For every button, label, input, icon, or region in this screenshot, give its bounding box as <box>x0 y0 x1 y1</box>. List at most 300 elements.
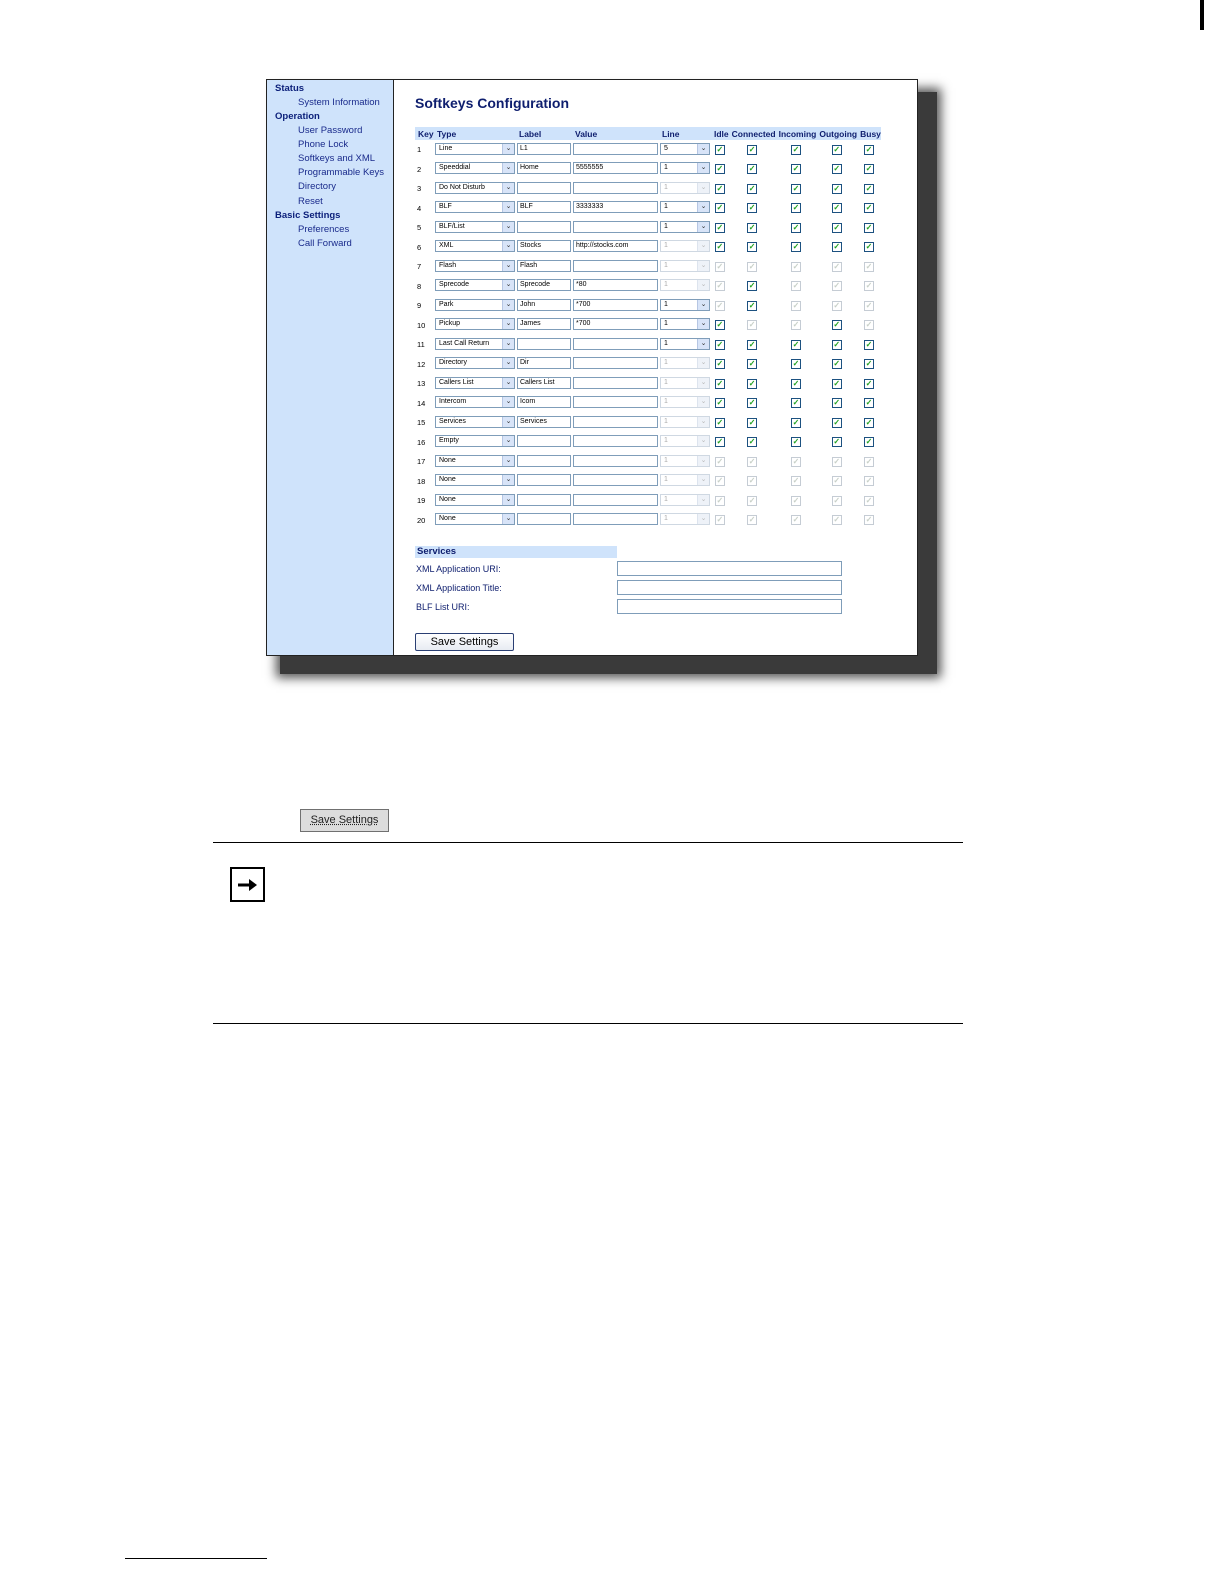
idle-checkbox[interactable]: ✓ <box>716 417 724 427</box>
value-input[interactable] <box>573 455 658 467</box>
label-input[interactable] <box>517 221 571 233</box>
value-cell <box>572 160 659 180</box>
idle-checkbox[interactable]: ✓ <box>716 203 724 213</box>
line-cell <box>659 218 711 238</box>
sidebar-section-2: Basic Settings <box>275 209 341 221</box>
label-input[interactable]: James <box>517 318 571 330</box>
value-input[interactable] <box>573 435 658 447</box>
idle-checkbox[interactable]: ✓ <box>716 359 724 369</box>
value-cell <box>572 491 659 511</box>
connected-checkbox[interactable]: ✓ <box>748 281 756 291</box>
line-cell <box>659 257 711 277</box>
type-select[interactable] <box>435 513 515 525</box>
busy-cell <box>857 296 881 316</box>
label-input[interactable] <box>517 474 571 486</box>
outgoing-checkbox[interactable]: ✓ <box>833 417 841 427</box>
sidebar-item[interactable]: Programmable Keys <box>298 167 385 179</box>
value-input[interactable]: 3333333 <box>573 201 658 213</box>
type-select[interactable] <box>435 416 515 428</box>
outgoing-cell <box>816 433 857 453</box>
value-cell <box>572 199 659 219</box>
type-value: Flash <box>439 261 457 269</box>
chevron-down-icon: ⌄ <box>697 417 709 427</box>
label-input[interactable]: Flash <box>517 260 571 272</box>
chevron-down-icon: ⌄ <box>697 475 709 485</box>
value-input[interactable] <box>573 260 658 272</box>
incoming-checkbox: ✓ <box>792 476 800 486</box>
line-select[interactable] <box>660 221 710 233</box>
incoming-checkbox[interactable]: ✓ <box>792 437 800 447</box>
table-row <box>415 511 881 531</box>
incoming-cell <box>776 218 817 238</box>
outgoing-checkbox[interactable]: ✓ <box>833 144 841 154</box>
save-settings-button[interactable]: Save Settings <box>415 633 514 651</box>
type-select[interactable] <box>435 143 515 155</box>
outgoing-cell <box>816 160 857 180</box>
busy-cell <box>857 199 881 219</box>
label-input[interactable]: BLF <box>517 201 571 213</box>
busy-checkbox[interactable]: ✓ <box>865 242 873 252</box>
line-select[interactable] <box>660 318 710 330</box>
incoming-checkbox[interactable]: ✓ <box>792 164 800 174</box>
value-input[interactable]: *80 <box>573 279 658 291</box>
busy-checkbox[interactable]: ✓ <box>865 417 873 427</box>
sidebar-item[interactable]: Phone Lock <box>298 139 349 151</box>
connected-checkbox[interactable]: ✓ <box>748 398 756 408</box>
sidebar-item[interactable]: Directory <box>298 181 337 193</box>
incoming-checkbox[interactable]: ✓ <box>792 183 800 193</box>
incoming-cell <box>776 277 817 297</box>
incoming-checkbox[interactable]: ✓ <box>792 339 800 349</box>
incoming-cell <box>776 160 817 180</box>
line-value: 1 <box>664 339 668 347</box>
type-cell <box>434 335 516 355</box>
chevron-down-icon: ⌄ <box>502 202 514 212</box>
line-cell <box>659 472 711 492</box>
type-select[interactable] <box>435 494 515 506</box>
sidebar-item[interactable]: Softkeys and XML <box>298 153 376 165</box>
idle-checkbox[interactable]: ✓ <box>716 242 724 252</box>
outgoing-cell <box>816 355 857 375</box>
chevron-down-icon: ⌄ <box>502 144 514 154</box>
chevron-down-icon: ⌄ <box>502 319 514 329</box>
chevron-down-icon: ⌄ <box>697 514 709 524</box>
type-select[interactable] <box>435 435 515 447</box>
sidebar-item[interactable]: Preferences <box>298 223 350 235</box>
type-value: None <box>439 476 456 484</box>
connected-checkbox[interactable]: ✓ <box>748 339 756 349</box>
outgoing-checkbox[interactable]: ✓ <box>833 242 841 252</box>
type-select[interactable] <box>435 357 515 369</box>
type-cell <box>434 199 516 219</box>
connected-checkbox: ✓ <box>748 515 756 525</box>
label-cell <box>516 316 572 336</box>
key-number: 8 <box>417 281 422 291</box>
line-select[interactable] <box>660 299 710 311</box>
incoming-cell <box>776 433 817 453</box>
column-header: Busy <box>857 127 881 140</box>
outgoing-checkbox[interactable]: ✓ <box>833 378 841 388</box>
incoming-checkbox[interactable]: ✓ <box>792 203 800 213</box>
type-select[interactable] <box>435 279 515 291</box>
label-input[interactable]: Callers List <box>517 377 571 389</box>
idle-checkbox[interactable]: ✓ <box>716 398 724 408</box>
sidebar-item[interactable]: Reset <box>298 195 323 207</box>
line-value: 1 <box>664 242 668 250</box>
connected-checkbox[interactable]: ✓ <box>748 203 756 213</box>
outgoing-cell <box>816 491 857 511</box>
label-input[interactable]: Dir <box>517 357 571 369</box>
busy-checkbox[interactable]: ✓ <box>865 437 873 447</box>
value-input[interactable] <box>573 143 658 155</box>
type-select[interactable] <box>435 162 515 174</box>
busy-checkbox[interactable]: ✓ <box>865 144 873 154</box>
connected-checkbox[interactable]: ✓ <box>748 242 756 252</box>
connected-checkbox[interactable]: ✓ <box>748 359 756 369</box>
chevron-down-icon: ⌄ <box>502 456 514 466</box>
outgoing-cell <box>816 472 857 492</box>
outgoing-checkbox[interactable]: ✓ <box>833 222 841 232</box>
value-input[interactable]: http://stocks.com <box>573 240 658 252</box>
type-cell <box>434 257 516 277</box>
busy-cell <box>857 374 881 394</box>
page-edge-bar <box>1200 0 1204 30</box>
type-cell <box>434 511 516 531</box>
idle-checkbox[interactable]: ✓ <box>716 339 724 349</box>
label-input[interactable]: Icom <box>517 396 571 408</box>
outgoing-cell <box>816 296 857 316</box>
value-input[interactable] <box>573 416 658 428</box>
type-select[interactable] <box>435 299 515 311</box>
value-input[interactable]: *700 <box>573 299 658 311</box>
connected-cell <box>729 374 776 394</box>
label-cell <box>516 491 572 511</box>
outgoing-checkbox: ✓ <box>833 495 841 505</box>
outgoing-cell <box>816 199 857 219</box>
connected-cell <box>729 199 776 219</box>
type-cell <box>434 355 516 375</box>
chevron-down-icon: ⌄ <box>697 261 709 271</box>
value-cell <box>572 277 659 297</box>
value-cell <box>572 257 659 277</box>
type-select[interactable] <box>435 260 515 272</box>
label-input[interactable] <box>517 182 571 194</box>
value-input[interactable] <box>573 182 658 194</box>
outgoing-checkbox[interactable]: ✓ <box>833 339 841 349</box>
type-select[interactable] <box>435 377 515 389</box>
sidebar-item[interactable]: User Password <box>298 125 363 137</box>
xml-application-title-input[interactable] <box>617 580 842 595</box>
outgoing-checkbox[interactable]: ✓ <box>833 183 841 193</box>
outgoing-cell <box>816 179 857 199</box>
connected-checkbox[interactable]: ✓ <box>748 144 756 154</box>
line-cell <box>659 413 711 433</box>
line-cell <box>659 277 711 297</box>
incoming-cell <box>776 511 817 531</box>
key-number: 4 <box>417 203 422 213</box>
incoming-cell <box>776 374 817 394</box>
table-row <box>415 394 881 414</box>
outgoing-checkbox: ✓ <box>833 300 841 310</box>
line-select[interactable] <box>660 201 710 213</box>
connected-checkbox[interactable]: ✓ <box>748 300 756 310</box>
xml-application-uri-input[interactable] <box>617 561 842 576</box>
label-input[interactable] <box>517 435 571 447</box>
label-cell <box>516 394 572 414</box>
type-cell <box>434 413 516 433</box>
line-cell <box>659 179 711 199</box>
line-value: 1 <box>664 437 668 445</box>
outgoing-checkbox[interactable]: ✓ <box>833 359 841 369</box>
line-select[interactable] <box>660 162 710 174</box>
value-input[interactable] <box>573 494 658 506</box>
label-input[interactable] <box>517 455 571 467</box>
busy-checkbox: ✓ <box>865 515 873 525</box>
outgoing-cell <box>816 335 857 355</box>
outgoing-checkbox: ✓ <box>833 476 841 486</box>
line-select <box>660 396 710 408</box>
value-input[interactable] <box>573 474 658 486</box>
idle-checkbox: ✓ <box>716 300 724 310</box>
line-select <box>660 494 710 506</box>
value-input[interactable] <box>573 357 658 369</box>
connected-checkbox[interactable]: ✓ <box>748 417 756 427</box>
incoming-checkbox[interactable]: ✓ <box>792 359 800 369</box>
chevron-down-icon: ⌄ <box>697 183 709 193</box>
column-header: Idle <box>711 127 729 140</box>
chevron-down-icon: ⌄ <box>697 300 709 310</box>
chevron-down-icon: ⌄ <box>502 261 514 271</box>
connected-cell <box>729 257 776 277</box>
type-select[interactable] <box>435 221 515 233</box>
busy-checkbox[interactable]: ✓ <box>865 203 873 213</box>
idle-cell <box>711 335 729 355</box>
key-number: 3 <box>417 184 422 194</box>
value-cell <box>572 472 659 492</box>
label-input[interactable] <box>517 494 571 506</box>
line-value: 1 <box>664 222 668 230</box>
busy-cell <box>857 394 881 414</box>
incoming-checkbox[interactable]: ✓ <box>792 417 800 427</box>
chevron-down-icon: ⌄ <box>502 495 514 505</box>
line-select[interactable] <box>660 338 710 350</box>
incoming-checkbox[interactable]: ✓ <box>792 222 800 232</box>
label-input[interactable]: Services <box>517 416 571 428</box>
chevron-down-icon: ⌄ <box>502 397 514 407</box>
chevron-down-icon: ⌄ <box>502 514 514 524</box>
busy-checkbox[interactable]: ✓ <box>865 398 873 408</box>
idle-checkbox: ✓ <box>716 261 724 271</box>
busy-cell <box>857 179 881 199</box>
line-cell <box>659 491 711 511</box>
busy-checkbox[interactable]: ✓ <box>865 222 873 232</box>
idle-cell <box>711 316 729 336</box>
type-cell <box>434 316 516 336</box>
chevron-down-icon: ⌄ <box>697 378 709 388</box>
connected-checkbox[interactable]: ✓ <box>748 183 756 193</box>
busy-checkbox[interactable]: ✓ <box>865 359 873 369</box>
label-input[interactable]: Home <box>517 162 571 174</box>
connected-cell <box>729 335 776 355</box>
outgoing-cell <box>816 452 857 472</box>
idle-checkbox[interactable]: ✓ <box>716 183 724 193</box>
incoming-checkbox[interactable]: ✓ <box>792 378 800 388</box>
label-cell <box>516 472 572 492</box>
idle-checkbox: ✓ <box>716 495 724 505</box>
chevron-down-icon: ⌄ <box>502 475 514 485</box>
line-select <box>660 377 710 389</box>
xml-application-uri-label: XML Application URI: <box>416 564 501 574</box>
label-input[interactable]: John <box>517 299 571 311</box>
column-header: Type <box>434 127 516 140</box>
sidebar-item[interactable]: System Information <box>298 97 380 108</box>
value-input[interactable] <box>573 338 658 350</box>
busy-checkbox[interactable]: ✓ <box>865 164 873 174</box>
connected-checkbox[interactable]: ✓ <box>748 164 756 174</box>
value-cell <box>572 296 659 316</box>
key-number: 6 <box>417 242 422 252</box>
busy-cell <box>857 238 881 258</box>
value-input[interactable]: *700 <box>573 318 658 330</box>
line-cell <box>659 296 711 316</box>
outgoing-checkbox[interactable]: ✓ <box>833 437 841 447</box>
line-select[interactable] <box>660 143 710 155</box>
services-header: Services <box>415 546 617 558</box>
type-select[interactable] <box>435 338 515 350</box>
value-cell <box>572 335 659 355</box>
label-cell <box>516 277 572 297</box>
label-input[interactable]: L1 <box>517 143 571 155</box>
type-select[interactable] <box>435 474 515 486</box>
idle-cell <box>711 277 729 297</box>
outgoing-checkbox[interactable]: ✓ <box>833 164 841 174</box>
line-value: 1 <box>664 476 668 484</box>
key-number: 1 <box>417 145 422 155</box>
line-value: 1 <box>664 281 668 289</box>
busy-checkbox: ✓ <box>865 261 873 271</box>
value-input[interactable] <box>573 396 658 408</box>
incoming-checkbox: ✓ <box>792 495 800 505</box>
outgoing-checkbox[interactable]: ✓ <box>833 320 841 330</box>
incoming-checkbox[interactable]: ✓ <box>792 144 800 154</box>
line-cell <box>659 140 711 160</box>
incoming-checkbox[interactable]: ✓ <box>792 242 800 252</box>
idle-checkbox[interactable]: ✓ <box>716 144 724 154</box>
connected-checkbox[interactable]: ✓ <box>748 437 756 447</box>
type-cell <box>434 491 516 511</box>
idle-checkbox[interactable]: ✓ <box>716 164 724 174</box>
type-select[interactable] <box>435 201 515 213</box>
type-select[interactable] <box>435 240 515 252</box>
line-value: 1 <box>664 203 668 211</box>
table-row <box>415 218 881 238</box>
idle-checkbox: ✓ <box>716 476 724 486</box>
type-value: Empty <box>439 437 459 445</box>
line-cell <box>659 355 711 375</box>
value-input[interactable]: 5555555 <box>573 162 658 174</box>
line-select <box>660 474 710 486</box>
type-select[interactable] <box>435 182 515 194</box>
line-value: 5 <box>664 144 668 152</box>
busy-checkbox[interactable]: ✓ <box>865 378 873 388</box>
table-row <box>415 160 881 180</box>
idle-cell <box>711 355 729 375</box>
line-cell <box>659 238 711 258</box>
idle-cell <box>711 238 729 258</box>
busy-checkbox[interactable]: ✓ <box>865 339 873 349</box>
incoming-checkbox: ✓ <box>792 300 800 310</box>
idle-cell <box>711 433 729 453</box>
value-cell <box>572 140 659 160</box>
connected-cell <box>729 160 776 180</box>
busy-checkbox[interactable]: ✓ <box>865 183 873 193</box>
key-number: 2 <box>417 164 422 174</box>
value-cell <box>572 511 659 531</box>
label-input[interactable]: Stocks <box>517 240 571 252</box>
blf-list-uri-input[interactable] <box>617 599 842 614</box>
type-select[interactable] <box>435 318 515 330</box>
chevron-down-icon: ⌄ <box>697 280 709 290</box>
idle-checkbox[interactable]: ✓ <box>716 437 724 447</box>
connected-checkbox[interactable]: ✓ <box>748 378 756 388</box>
value-input[interactable] <box>573 513 658 525</box>
blf-list-uri-label: BLF List URI: <box>416 602 470 612</box>
value-input[interactable] <box>573 377 658 389</box>
idle-cell <box>711 511 729 531</box>
outgoing-checkbox[interactable]: ✓ <box>833 203 841 213</box>
idle-cell <box>711 140 729 160</box>
type-select[interactable] <box>435 455 515 467</box>
value-input[interactable] <box>573 221 658 233</box>
table-row <box>415 257 881 277</box>
table-row <box>415 335 881 355</box>
sidebar-item[interactable]: Call Forward <box>298 237 352 249</box>
chevron-down-icon: ⌄ <box>697 144 709 154</box>
label-input[interactable] <box>517 338 571 350</box>
chevron-down-icon: ⌄ <box>502 417 514 427</box>
label-cell <box>516 218 572 238</box>
line-select <box>660 357 710 369</box>
idle-checkbox[interactable]: ✓ <box>716 320 724 330</box>
connected-checkbox[interactable]: ✓ <box>748 222 756 232</box>
page-title: Softkeys Configuration <box>415 95 570 111</box>
xml-application-title-label: XML Application Title: <box>416 583 502 593</box>
idle-checkbox[interactable]: ✓ <box>716 222 724 232</box>
connected-cell <box>729 316 776 336</box>
idle-checkbox[interactable]: ✓ <box>716 378 724 388</box>
incoming-cell <box>776 335 817 355</box>
connected-cell <box>729 511 776 531</box>
label-input[interactable] <box>517 513 571 525</box>
chevron-down-icon: ⌄ <box>502 436 514 446</box>
chevron-down-icon: ⌄ <box>697 339 709 349</box>
idle-cell <box>711 452 729 472</box>
type-value: BLF <box>439 203 452 211</box>
type-cell <box>434 394 516 414</box>
outgoing-checkbox: ✓ <box>833 281 841 291</box>
label-input[interactable]: Sprecode <box>517 279 571 291</box>
idle-cell <box>711 257 729 277</box>
busy-cell <box>857 452 881 472</box>
outgoing-checkbox[interactable]: ✓ <box>833 398 841 408</box>
incoming-checkbox: ✓ <box>792 281 800 291</box>
chevron-down-icon: ⌄ <box>502 163 514 173</box>
connected-checkbox: ✓ <box>748 495 756 505</box>
chevron-down-icon: ⌄ <box>697 222 709 232</box>
incoming-checkbox[interactable]: ✓ <box>792 398 800 408</box>
type-select[interactable] <box>435 396 515 408</box>
table-row <box>415 140 881 160</box>
